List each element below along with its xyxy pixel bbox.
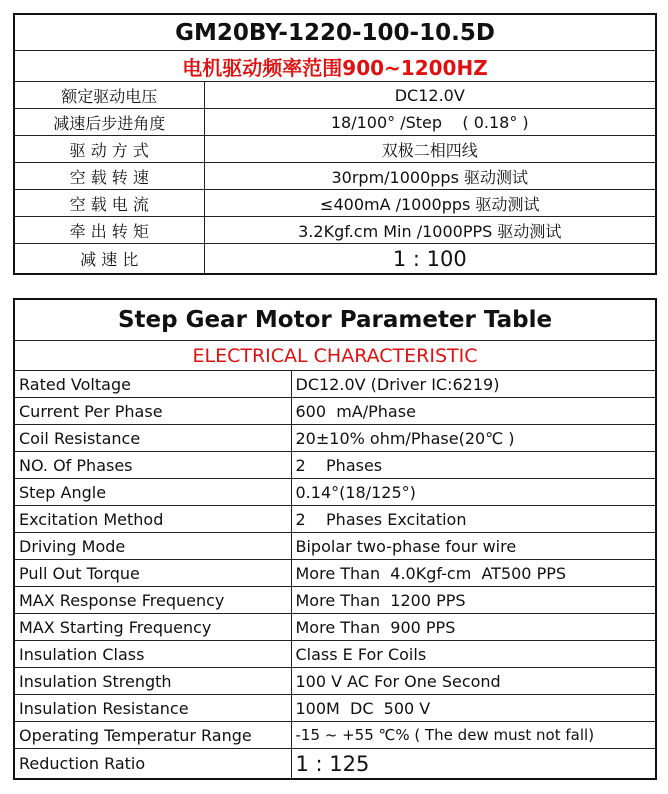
row-value: 30rpm/1000pps 驱动测试 bbox=[204, 163, 656, 190]
row-value: 18/100° /Step ( 0.18° ) bbox=[204, 109, 656, 136]
row-label: Insulation Class bbox=[14, 641, 291, 668]
row-label: Reduction Ratio bbox=[14, 749, 291, 780]
row-value: 2 Phases Excitation bbox=[291, 506, 656, 533]
table-row bbox=[14, 722, 656, 749]
row-value: ≤400mA /1000pps 驱动测试 bbox=[204, 190, 656, 217]
table-row bbox=[14, 479, 656, 506]
row-label: 空 载 电 流 bbox=[14, 190, 204, 217]
frequency-range-subtitle: 电机驱动频率范围900~1200HZ bbox=[14, 51, 656, 82]
row-value: DC12.0V (Driver IC:6219) bbox=[291, 371, 656, 398]
row-label: 空 载 转 速 bbox=[14, 163, 204, 190]
row-label: Insulation Strength bbox=[14, 668, 291, 695]
electrical-characteristic-subtitle: ELECTRICAL CHARACTERISTIC bbox=[14, 341, 656, 371]
table-row bbox=[14, 163, 656, 190]
row-label: MAX Response Frequency bbox=[14, 587, 291, 614]
table-row bbox=[14, 425, 656, 452]
table-row bbox=[14, 109, 656, 136]
table-row bbox=[14, 136, 656, 163]
row-value: 2 Phases bbox=[291, 452, 656, 479]
row-value: Class E For Coils bbox=[291, 641, 656, 668]
chinese-spec-table bbox=[13, 13, 657, 275]
model-title: GM20BY-1220-100-10.5D bbox=[14, 14, 656, 51]
row-label: 减速后步进角度 bbox=[14, 109, 204, 136]
parameter-table-title: Step Gear Motor Parameter Table bbox=[14, 299, 656, 341]
row-label: Rated Voltage bbox=[14, 371, 291, 398]
row-label: 牵 出 转 矩 bbox=[14, 217, 204, 244]
table-row bbox=[14, 560, 656, 587]
row-label: 额定驱动电压 bbox=[14, 82, 204, 109]
table-row bbox=[14, 506, 656, 533]
row-value: DC12.0V bbox=[204, 82, 656, 109]
row-label: Operating Temperatur Range bbox=[14, 722, 291, 749]
row-value: -15 ~ +55 ℃% ( The dew must not fall) bbox=[291, 722, 656, 749]
table-row bbox=[14, 371, 656, 398]
row-value: More Than 900 PPS bbox=[291, 614, 656, 641]
row-value: More Than 4.0Kgf-cm AT500 PPS bbox=[291, 560, 656, 587]
row-label: NO. Of Phases bbox=[14, 452, 291, 479]
table-row bbox=[14, 695, 656, 722]
table-row bbox=[14, 217, 656, 244]
table-row bbox=[14, 452, 656, 479]
table-row bbox=[14, 190, 656, 217]
table-row bbox=[14, 587, 656, 614]
row-label: 驱 动 方 式 bbox=[14, 136, 204, 163]
row-value: 3.2Kgf.cm Min /1000PPS 驱动测试 bbox=[204, 217, 656, 244]
row-label: 减 速 比 bbox=[14, 244, 204, 275]
row-label: Coil Resistance bbox=[14, 425, 291, 452]
row-label: Insulation Resistance bbox=[14, 695, 291, 722]
row-value: 1 : 100 bbox=[204, 244, 656, 275]
english-spec-table bbox=[13, 298, 657, 780]
row-value: More Than 1200 PPS bbox=[291, 587, 656, 614]
table-row bbox=[14, 668, 656, 695]
row-label: MAX Starting Frequency bbox=[14, 614, 291, 641]
table-row bbox=[14, 82, 656, 109]
row-value: 1 : 125 bbox=[291, 749, 656, 780]
row-label: Step Angle bbox=[14, 479, 291, 506]
table-row bbox=[14, 614, 656, 641]
row-value: 20±10% ohm/Phase(20℃ ) bbox=[291, 425, 656, 452]
table-row bbox=[14, 749, 656, 780]
row-value: Bipolar two-phase four wire bbox=[291, 533, 656, 560]
table-row bbox=[14, 533, 656, 560]
row-value: 0.14°(18/125°) bbox=[291, 479, 656, 506]
row-value: 双极二相四线 bbox=[204, 136, 656, 163]
row-value: 100 V AC For One Second bbox=[291, 668, 656, 695]
row-label: Excitation Method bbox=[14, 506, 291, 533]
row-value: 600 mA/Phase bbox=[291, 398, 656, 425]
table-row bbox=[14, 398, 656, 425]
table-row bbox=[14, 641, 656, 668]
row-label: Current Per Phase bbox=[14, 398, 291, 425]
row-label: Driving Mode bbox=[14, 533, 291, 560]
row-label: Pull Out Torque bbox=[14, 560, 291, 587]
row-value: 100M DC 500 V bbox=[291, 695, 656, 722]
table-row bbox=[14, 244, 656, 275]
